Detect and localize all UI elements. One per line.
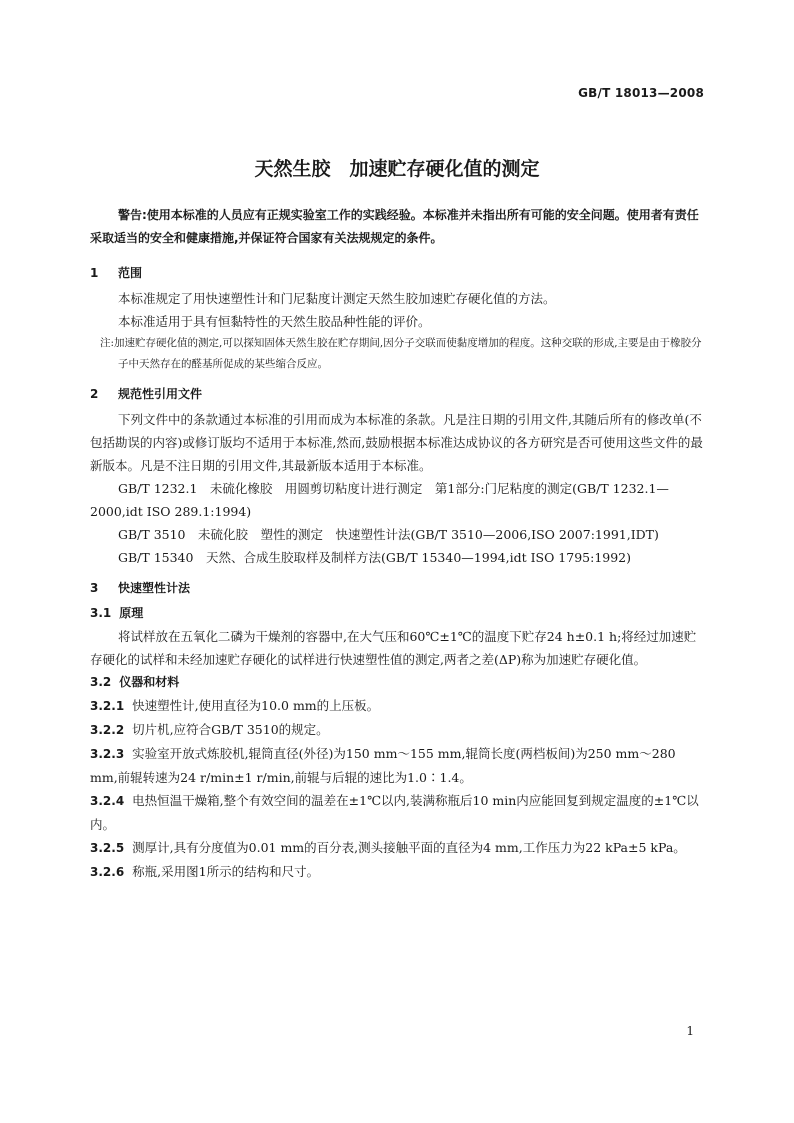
- clause-3-2-title: 仪器和材料: [119, 675, 180, 689]
- clause-3-1-heading: [90, 602, 704, 625]
- page-number: 1: [686, 1024, 694, 1038]
- apparatus-item-text: 切片机,应符合GB/T 3510的规定。: [132, 722, 329, 737]
- reference-item: GB/T 3510 未硫化胶 塑性的测定 快速塑性计法(GB/T 3510—2006,ISO 2007:1991,IDT): [118, 527, 659, 542]
- scope-paragraph-1: 本标准规定了用快速塑性计和门尼黏度计测定天然生胶加速贮存硬化值的方法。: [118, 291, 556, 306]
- reference-item: GB/T 1232.1 未硫化橡胶 用圆剪切粘度计进行测定 第1部分:门尼粘度的测定(GB/T 1232.1—2000,idt ISO 289.1:1994): [90, 481, 669, 519]
- apparatus-item: [90, 718, 704, 742]
- section-1-number: 1: [90, 266, 99, 280]
- clause-3-1-title: 原理: [119, 606, 144, 620]
- section-3-heading: [90, 579, 704, 596]
- scope-note: 注:加速贮存硬化值的测定,可以探知固体天然生胶在贮存期间,因分子交联而使黏度增加的程度。这种交联的形成,主要是由于橡胶分子中天然存在的醛基所促成的某些缩合反应。: [100, 337, 702, 370]
- section-3-title: 快速塑性计法: [118, 581, 191, 595]
- section-2-title: 规范性引用文件: [118, 387, 203, 401]
- scope-paragraph-2: 本标准适用于具有恒黏特性的天然生胶品种性能的评价。: [118, 314, 431, 329]
- apparatus-item: [90, 694, 704, 718]
- apparatus-item-number: 3.2.5: [90, 841, 125, 855]
- section-1-title: 范围: [118, 266, 143, 280]
- apparatus-item-text: 称瓶,采用图1所示的结构和尺寸。: [132, 864, 320, 879]
- apparatus-item-number: 3.2.6: [90, 865, 125, 879]
- principle-paragraph: 将试样放在五氧化二磷为干燥剂的容器中,在大气压和60℃±1℃的温度下贮存24 h±0.1 h;将经过加速贮存硬化的试样和未经加速贮存硬化的试样进行快速塑性值的测定,两者之差(ΔP)称为加速贮存硬化值。: [90, 629, 697, 667]
- apparatus-item-number: 3.2.3: [90, 747, 125, 761]
- document-title: 天然生胶 加速贮存硬化值的测定: [254, 158, 540, 180]
- apparatus-item-number: 3.2.4: [90, 794, 125, 808]
- section-2-heading: [90, 385, 704, 402]
- reference-item: GB/T 15340 天然、合成生胶取样及制样方法(GB/T 15340—1994,idt ISO 1795:1992): [118, 550, 632, 565]
- apparatus-item-number: 3.2.1: [90, 699, 125, 713]
- apparatus-item: [90, 836, 704, 860]
- apparatus-item-text: 测厚计,具有分度值为0.01 mm的百分表,测头接触平面的直径为4 mm,工作压力为22 kPa±5 kPa。: [132, 840, 686, 855]
- clause-3-1-number: 3.1: [90, 606, 112, 620]
- apparatus-item-text: 快速塑性计,使用直径为10.0 mm的上压板。: [132, 698, 380, 713]
- clause-3-2-number: 3.2: [90, 675, 112, 689]
- standard-code: GB/T 18013—2008: [578, 86, 704, 100]
- clause-3-2-heading: [90, 671, 704, 694]
- document-body: [90, 204, 704, 884]
- references-intro: 下列文件中的条款通过本标准的引用而成为本标准的条款。凡是注日期的引用文件,其随后所有的修改单(不包括勘误的内容)或修订版均不适用于本标准,然而,鼓励根据本标准达成协议的各方研究是否可使用这些文件的最新版本。凡是不注日期的引用文件,其最新版本适用于本标准。: [90, 412, 703, 473]
- apparatus-item-text: 电热恒温干燥箱,整个有效空间的温差在±1℃以内,装满称瓶后10 min内应能回复到规定温度的±1℃以内。: [90, 793, 699, 832]
- section-1-heading: [90, 264, 704, 281]
- section-2-number: 2: [90, 387, 99, 401]
- apparatus-item: [90, 860, 704, 884]
- apparatus-item: [90, 742, 704, 789]
- section-3-number: 3: [90, 581, 99, 595]
- warning-paragraph: 警告:使用本标准的人员应有正规实验室工作的实践经验。本标准并未指出所有可能的安全问题。使用者有责任采取适当的安全和健康措施,并保证符合国家有关法规规定的条件。: [90, 208, 699, 245]
- apparatus-item-number: 3.2.2: [90, 723, 125, 737]
- apparatus-item: [90, 789, 704, 836]
- apparatus-item-text: 实验室开放式炼胶机,辊筒直径(外径)为150 mm～155 mm,辊筒长度(两档板间)为250 mm～280 mm,前辊转速为24 r/min±1 r/min,前辊与后辊的速比为1.0∶1.4。: [90, 746, 676, 785]
